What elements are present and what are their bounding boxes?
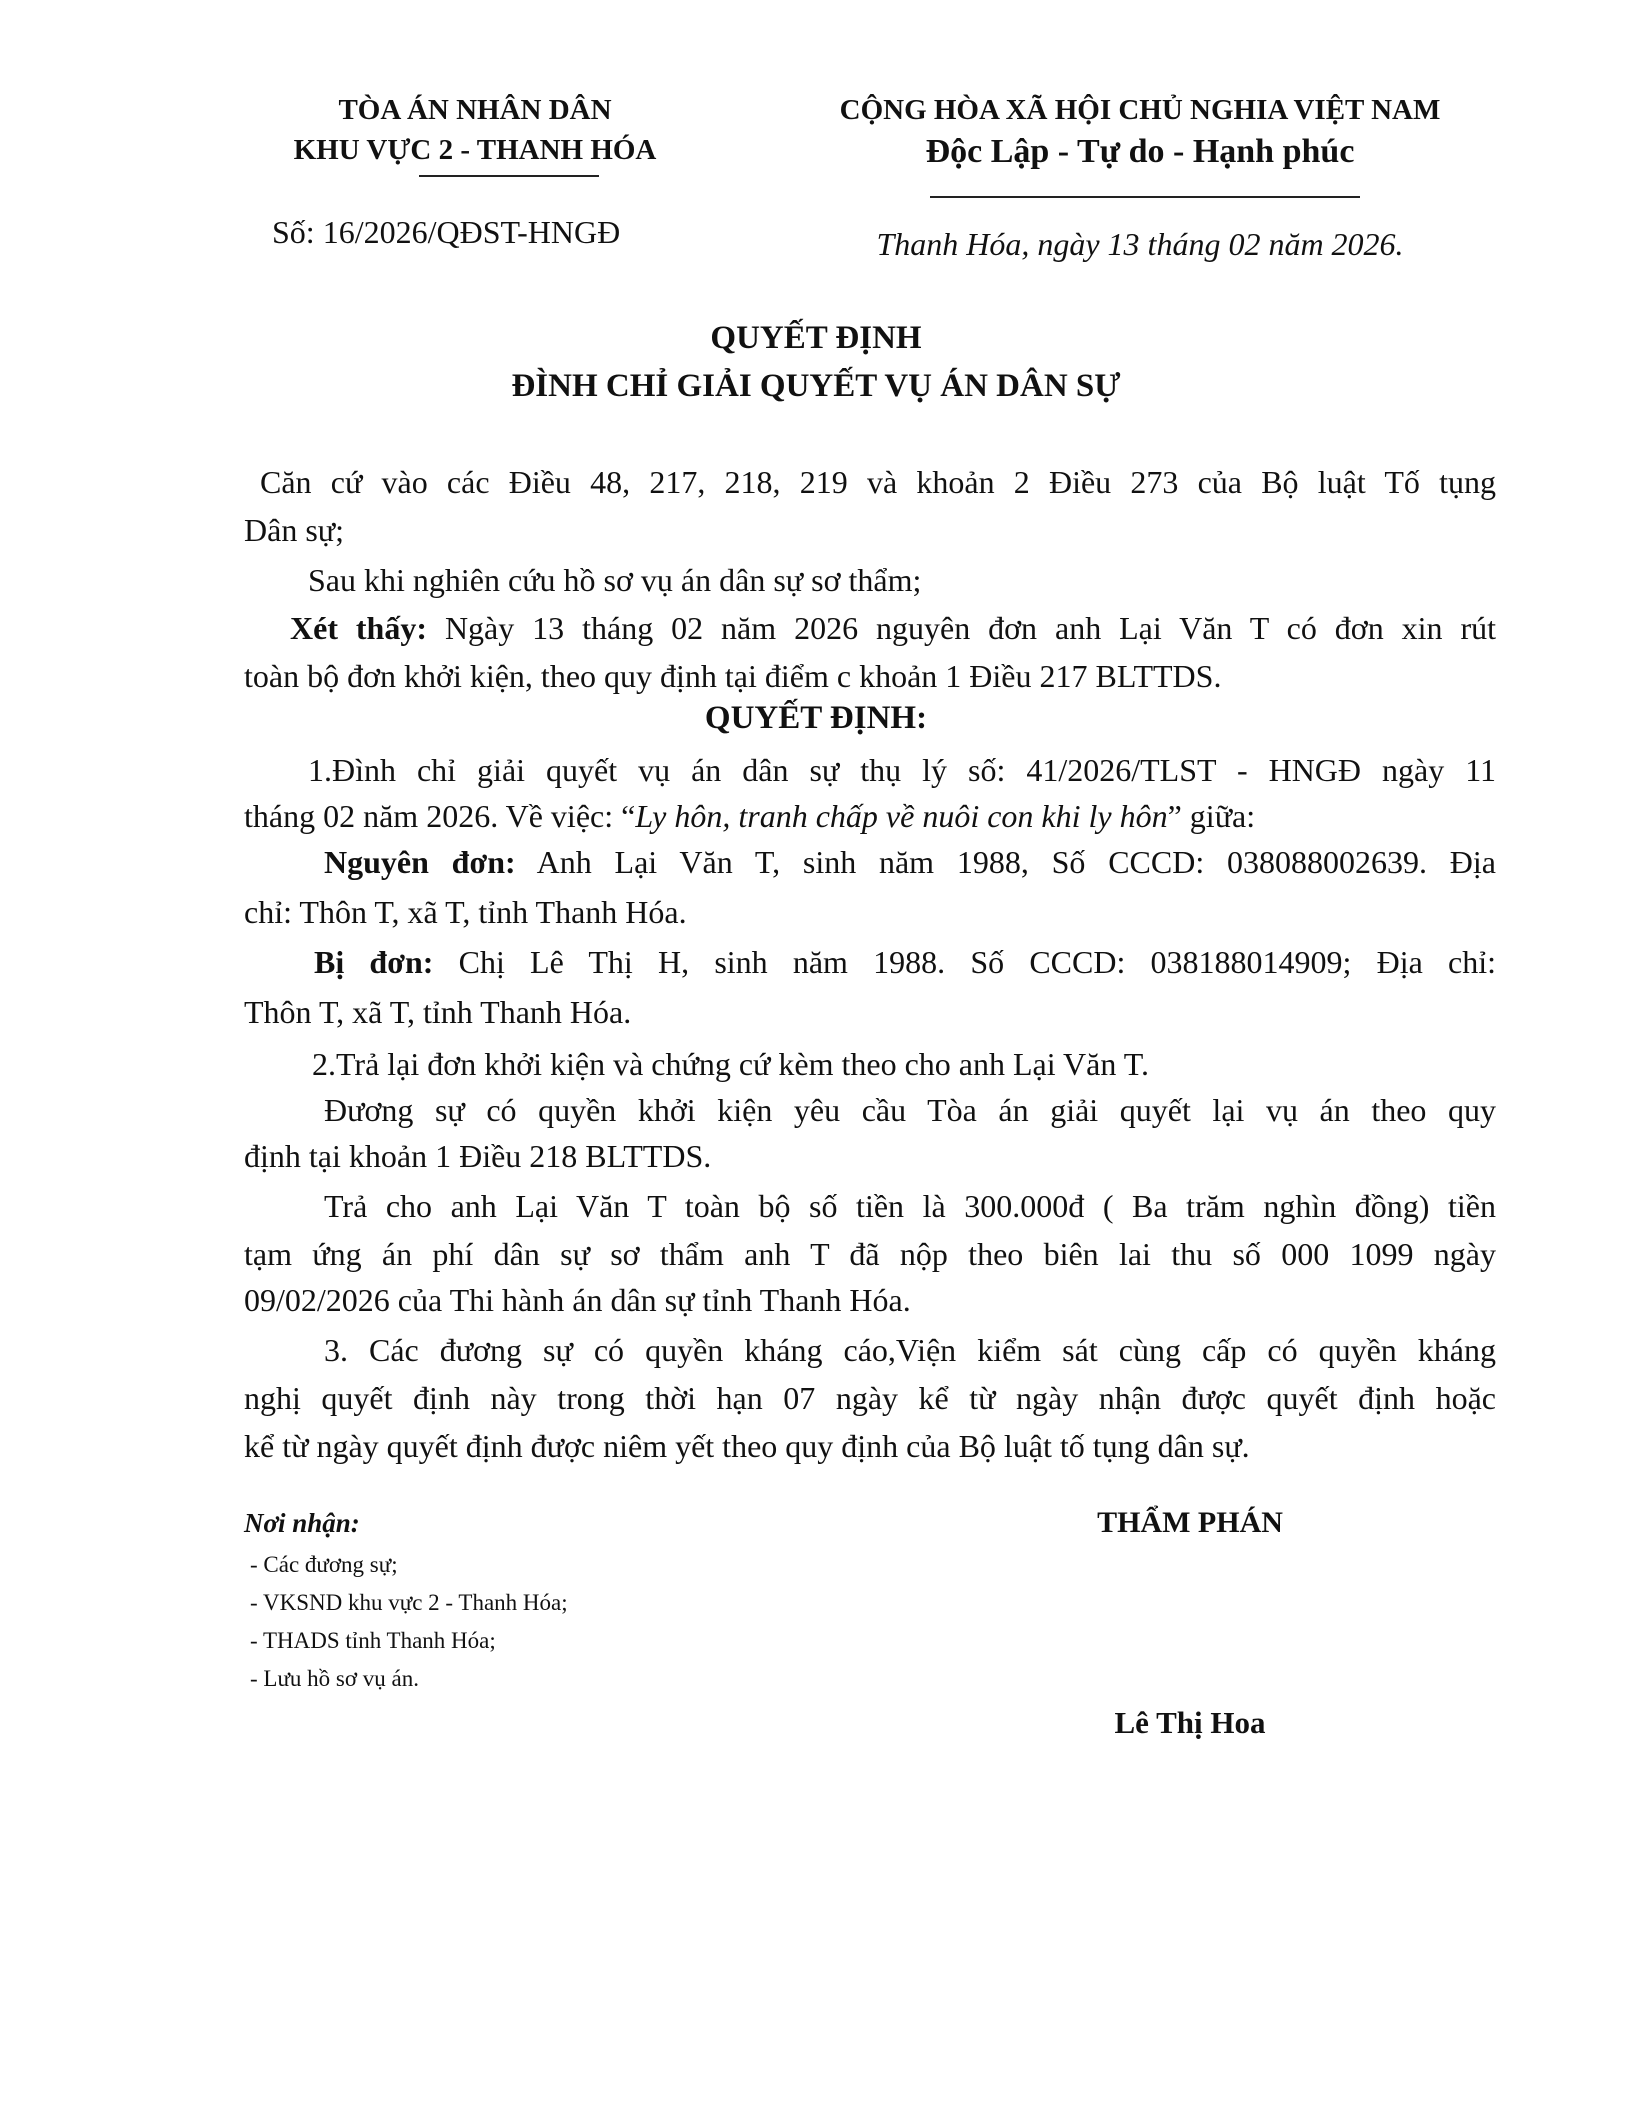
defendant-line-1 bbox=[244, 942, 1496, 982]
item1-line-1: 1.Đình chỉ giải quyết vụ án dân sự thụ lý số: 41/2026/TLST - HNGĐ ngày 11 bbox=[308, 752, 1496, 788]
item1-line-2 bbox=[244, 796, 1496, 836]
plaintiff-label: Nguyên đơn: bbox=[324, 844, 516, 880]
plaintiff-line-1 bbox=[244, 842, 1496, 882]
plaintiff-line-2: chỉ: Thôn T, xã T, tỉnh Thanh Hóa. bbox=[244, 894, 687, 930]
signer-title: THẨM PHÁN bbox=[1097, 1506, 1283, 1539]
nation-name: CỘNG HÒA XÃ HỘI CHỦ NGHIA VIỆT NAM bbox=[839, 94, 1441, 126]
finding-line-1 bbox=[244, 608, 1496, 648]
decision-heading: QUYẾT ĐỊNH: bbox=[704, 700, 928, 736]
item2: 2.Trả lại đơn khởi kiện và chứng cứ kèm theo cho anh Lại Văn T. bbox=[312, 1046, 1149, 1082]
refund-line-2: tạm ứng án phí dân sự sơ thẩm anh T đã nộp theo biên lai thu số 000 1099 ngày bbox=[244, 1236, 1496, 1272]
review-statement: Sau khi nghiên cứu hồ sơ vụ án dân sự sơ thẩm; bbox=[308, 562, 922, 598]
signer-name: Lê Thị Hoa bbox=[1114, 1705, 1266, 1740]
recipient-item: - Các đương sự; bbox=[250, 1552, 398, 1577]
defendant-line-2: Thôn T, xã T, tỉnh Thanh Hóa. bbox=[244, 994, 632, 1030]
document-title: QUYẾT ĐỊNH bbox=[710, 320, 922, 356]
court-underline-divider bbox=[419, 175, 599, 177]
refund-line-3: 09/02/2026 của Thi hành án dân sự tỉnh Thanh Hóa. bbox=[244, 1282, 911, 1318]
item3-line-2: nghị quyết định này trong thời hạn 07 ngày kể từ ngày nhận được quyết định hoặc bbox=[244, 1380, 1496, 1416]
item1-text-a: tháng 02 năm 2026. Về việc: “ bbox=[244, 798, 636, 834]
recipient-item: - VKSND khu vực 2 - Thanh Hóa; bbox=[250, 1590, 568, 1615]
court-name bbox=[240, 90, 710, 170]
court-name-line1: TÒA ÁN NHÂN DÂN bbox=[338, 94, 612, 126]
defendant-label: Bị đơn: bbox=[314, 944, 434, 980]
national-motto: Độc Lập - Tự do - Hạnh phúc bbox=[925, 133, 1355, 170]
document-subtitle: ĐÌNH CHỈ GIẢI QUYẾT VỤ ÁN DÂN SỰ bbox=[511, 368, 1121, 404]
place-and-date: Thanh Hóa, ngày 13 tháng 02 năm 2026. bbox=[876, 226, 1404, 262]
finding-label: Xét thấy: bbox=[290, 610, 428, 646]
plaintiff-info: Anh Lại Văn T, sinh năm 1988, Số CCCD: 038088002639. Địa bbox=[515, 844, 1497, 880]
defendant-info: Chị Lê Thị H, sinh năm 1988. Số CCCD: 038188014909; Địa chỉ: bbox=[433, 944, 1497, 980]
recipient-item: - THADS tỉnh Thanh Hóa; bbox=[250, 1628, 496, 1653]
case-subject: Ly hôn, tranh chấp về nuôi con khi ly hôn bbox=[635, 798, 1168, 834]
court-name-line2: KHU VỰC 2 - THANH HÓA bbox=[293, 134, 657, 166]
refund-line-1: Trả cho anh Lại Văn T toàn bộ số tiền là 300.000đ ( Ba trăm nghìn đồng) tiền bbox=[324, 1188, 1496, 1224]
finding-line-2: toàn bộ đơn khởi kiện, theo quy định tại điểm c khoản 1 Điều 217 BLTTDS. bbox=[244, 658, 1222, 694]
finding-text: Ngày 13 tháng 02 năm 2026 nguyên đơn anh Lại Văn T có đơn xin rút bbox=[427, 610, 1497, 646]
recipients-title: Nơi nhận: bbox=[244, 1508, 360, 1538]
legal-basis-line-1: Căn cứ vào các Điều 48, 217, 218, 219 và khoản 2 Điều 273 của Bộ luật Tố tụng bbox=[260, 464, 1496, 500]
legal-basis-line-2: Dân sự; bbox=[244, 512, 344, 548]
item3-line-3: kể từ ngày quyết định được niêm yết theo quy định của Bộ luật tố tụng dân sự. bbox=[244, 1428, 1250, 1464]
motto-underline-divider bbox=[930, 196, 1360, 198]
rights-line-2: định tại khoản 1 Điều 218 BLTTDS. bbox=[244, 1138, 712, 1174]
document-number: Số: 16/2026/QĐST-HNGĐ bbox=[272, 214, 621, 250]
rights-line-1: Đương sự có quyền khởi kiện yêu cầu Tòa án giải quyết lại vụ án theo quy bbox=[324, 1092, 1496, 1128]
item1-text-b: ” giữa: bbox=[1167, 798, 1256, 834]
item3-line-1: 3. Các đương sự có quyền kháng cáo,Viện kiểm sát cùng cấp có quyền kháng bbox=[324, 1332, 1496, 1368]
recipient-item: - Lưu hồ sơ vụ án. bbox=[250, 1666, 419, 1691]
